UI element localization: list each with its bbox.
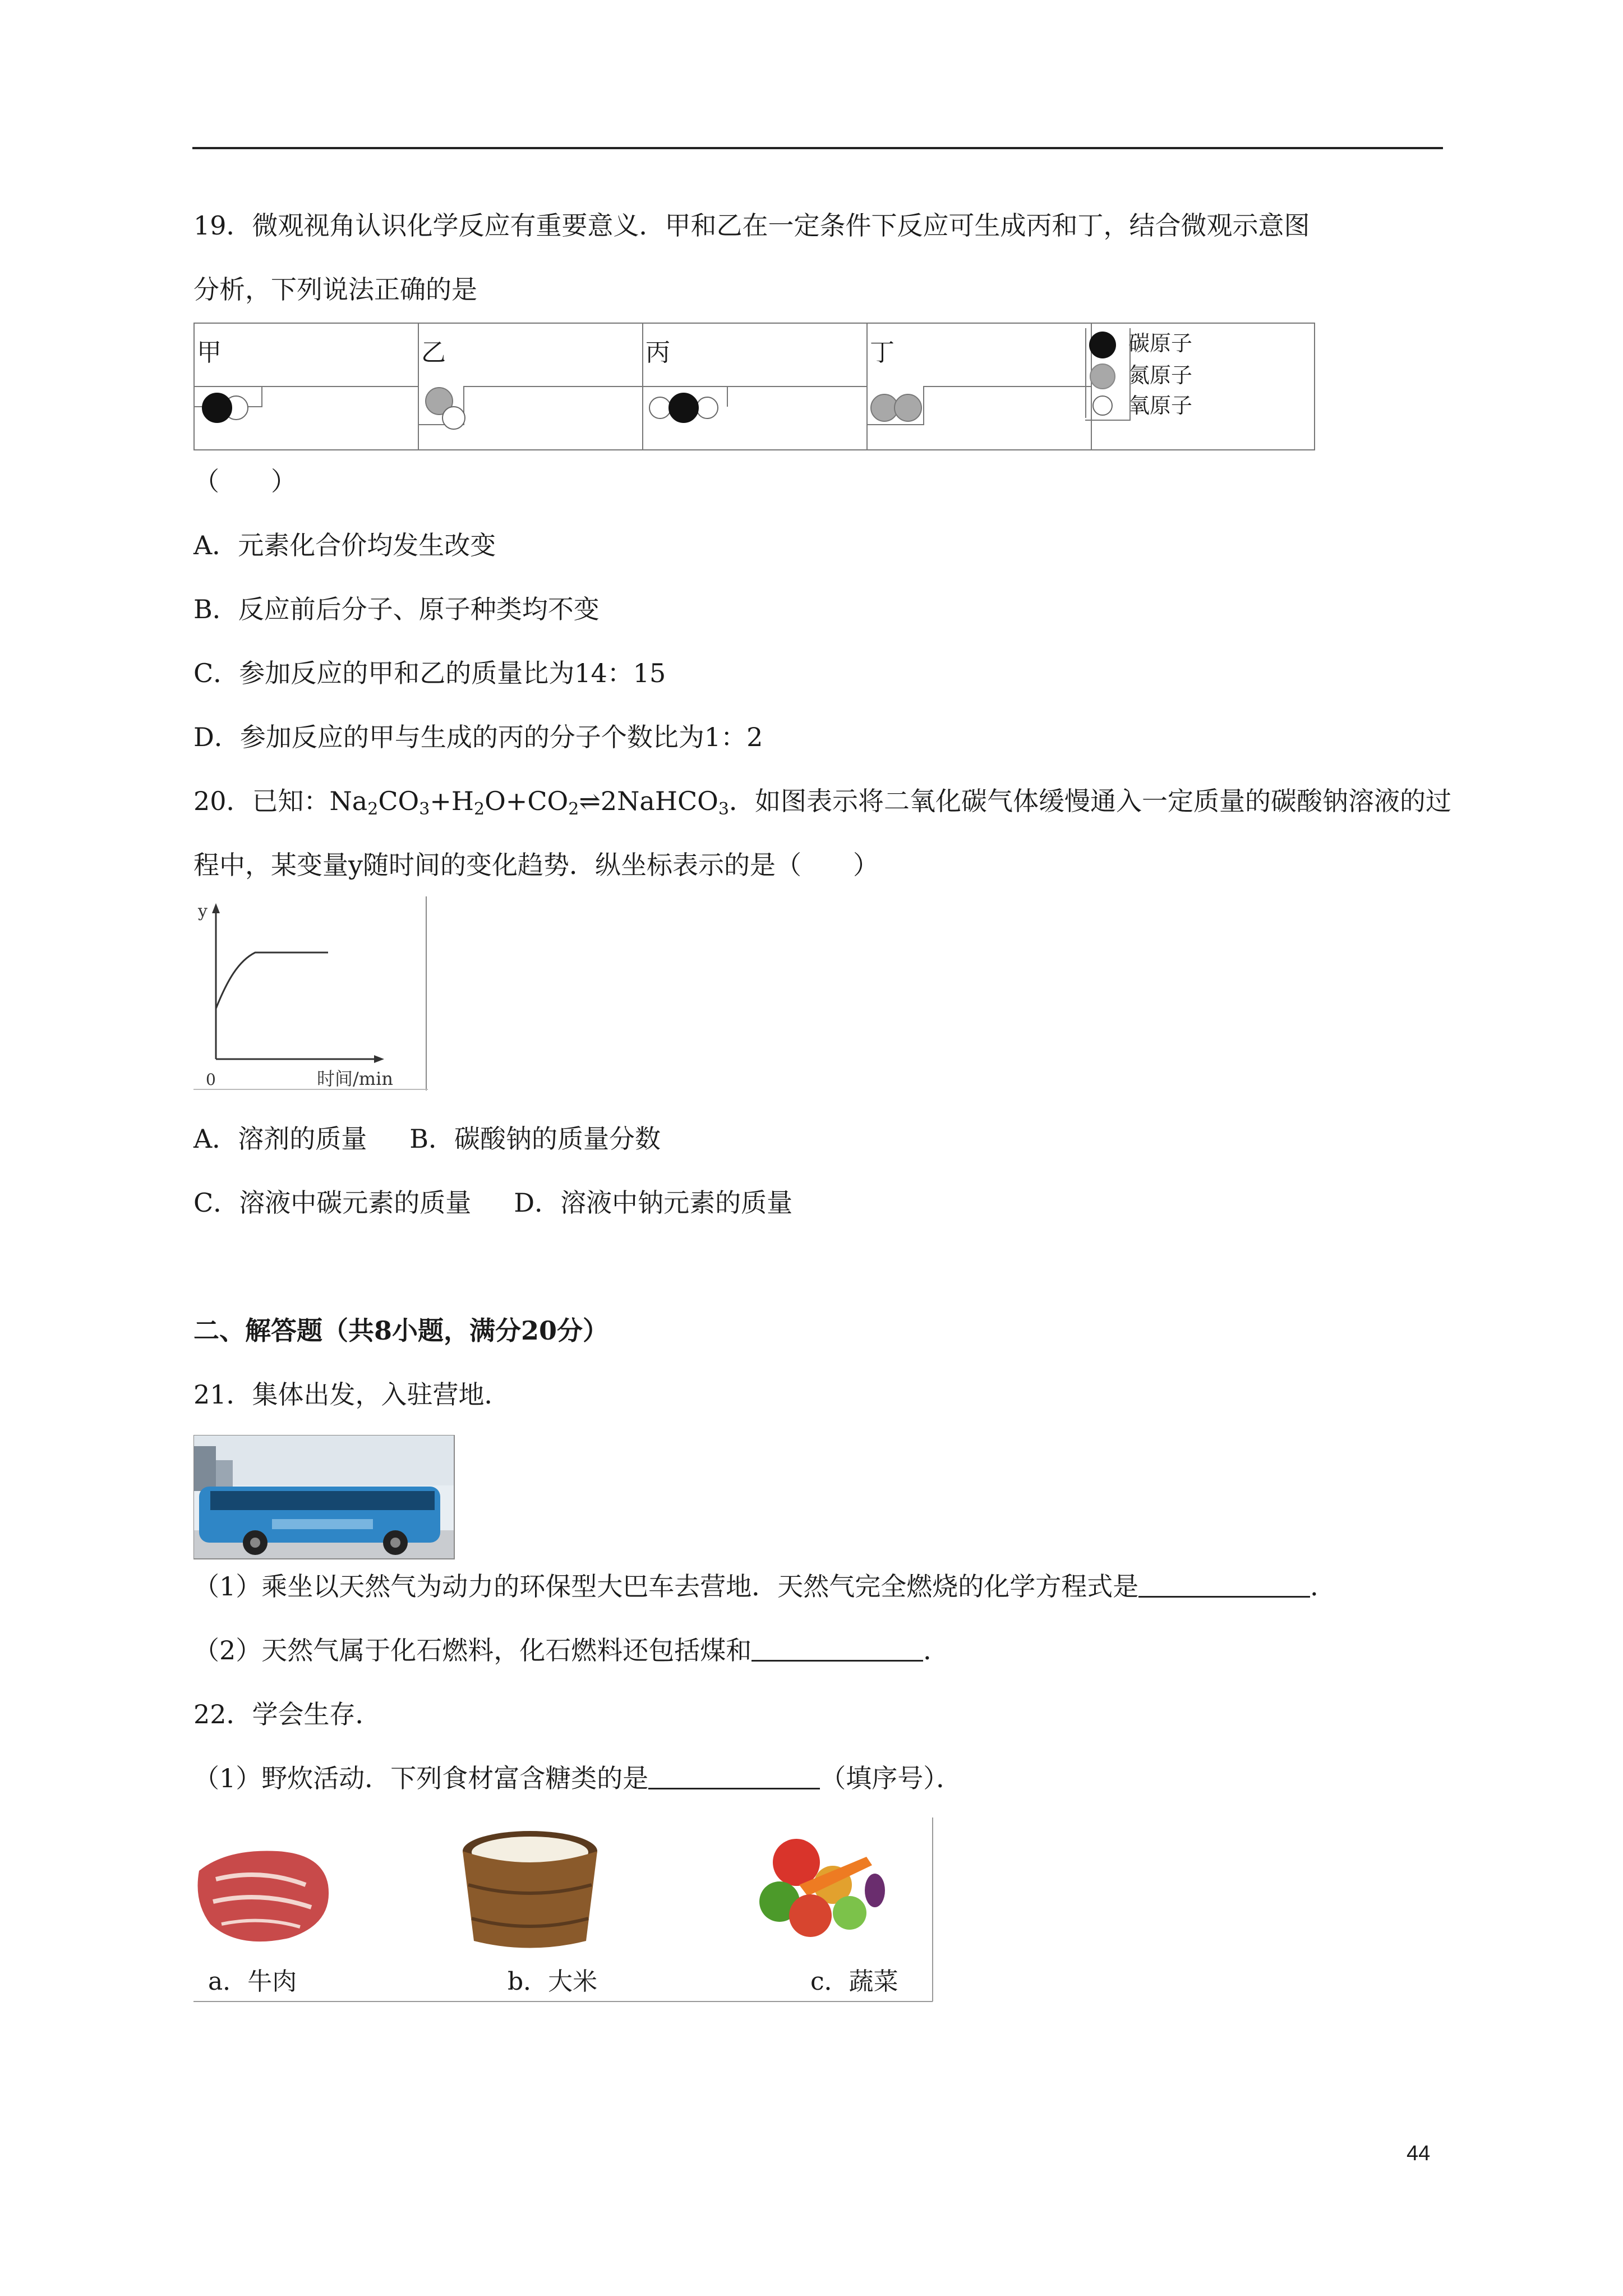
q20-sub: 2 (568, 799, 579, 819)
food-label-vegetables: c．蔬菜 (810, 1967, 898, 1996)
legend-border (1085, 328, 1131, 421)
q19-option-b: B．反应前后分子、原子种类均不变 (193, 594, 600, 624)
q20-stem-line2: 程中，某变量y随时间的变化趋势．纵坐标表示的是（ ） (193, 850, 879, 880)
q20-text: CO (378, 786, 419, 816)
bus-image (193, 1435, 455, 1559)
food-options (193, 1818, 934, 2003)
q19-option-c: C．参加反应的甲和乙的质量比为14：15 (193, 658, 666, 688)
q21-sub2 (193, 1634, 949, 1667)
q19-option-d: D．参加反应的甲与生成的丙的分子个数比为1：2 (193, 722, 763, 752)
q21-sub1 (193, 1570, 1336, 1603)
q21-sub1-text: （1）乘坐以天然气为动力的环保型大巴车去营地．天然气完全燃烧的化学方程式是 (193, 1571, 1139, 1602)
cell-jia (195, 324, 419, 449)
cell-yi (419, 324, 643, 449)
q22-sub1-end: （填序号）． (820, 1763, 962, 1793)
q20-text: ．如图表示将二氧化碳气体缓慢通入一定质量的碳酸钠溶液的过 (728, 786, 1451, 816)
origin-label: 0 (206, 1070, 216, 1089)
q21-sub1-end: ． (1310, 1571, 1336, 1602)
legend-nitrogen: 氮原子 (1128, 363, 1193, 388)
vegetables-icon (759, 1839, 885, 1937)
molecule-jia-icon (195, 324, 419, 449)
section-title: 二、解答题（共8小题，满分20分） (193, 1315, 609, 1346)
food-label-rice: b．大米 (508, 1967, 598, 1996)
q22-sub1-text: （1）野炊活动．下列食材富含糖类的是 (193, 1763, 649, 1793)
q19-stem-line1: 19．微观视角认识化学反应有重要意义．甲和乙在一定条件下反应可生成丙和丁，结合微观示意图 (193, 210, 1310, 241)
q19-bracket: （ ） (193, 466, 297, 496)
q20-option-b: B．碳酸钠的质量分数 (409, 1124, 661, 1154)
q19-stem-line2: 分析，下列说法正确的是 (193, 274, 477, 305)
q20-sub: 3 (718, 799, 729, 819)
q20-text: O+CO (485, 786, 569, 816)
cell-ding (868, 324, 1092, 449)
q20-options-ab (193, 1122, 661, 1156)
q22-blank-1[interactable] (648, 1762, 820, 1789)
q20-chart (193, 896, 428, 1091)
legend-oxygen: 氧原子 (1128, 393, 1193, 418)
q21-sub2-text: （2）天然气属于化石燃料，化石燃料还包括煤和 (193, 1635, 752, 1665)
beef-icon (198, 1851, 329, 1941)
molecule-yi-icon (419, 324, 643, 449)
q20-stem-line1 (193, 784, 1451, 826)
molecule-ding-icon (868, 324, 1092, 449)
q20-option-c: C．溶液中碳元素的质量 (193, 1188, 472, 1218)
label-yi: 乙 (421, 338, 446, 367)
molecule-table (193, 323, 1315, 450)
cell-bing (643, 324, 868, 449)
y-label: y (198, 901, 208, 921)
q21-stem: 21．集体出发，入驻营地． (193, 1379, 510, 1410)
q22-sub1 (193, 1761, 962, 1795)
q20-text: ⇌2NaHCO (579, 786, 718, 816)
label-jia: 甲 (197, 338, 222, 367)
q20-sub: 2 (474, 799, 485, 819)
legend-carbon: 碳原子 (1128, 331, 1193, 356)
q20-options-cd (193, 1186, 792, 1220)
q21-blank-2[interactable] (751, 1634, 923, 1662)
page-number: 44 (1407, 2142, 1431, 2165)
food-label-beef: a．牛肉 (208, 1967, 297, 1996)
q22-stem: 22．学会生存． (193, 1699, 381, 1729)
label-bing: 丙 (645, 338, 670, 367)
q20-sub: 3 (419, 799, 430, 819)
label-ding: 丁 (870, 338, 895, 367)
q20-option-d: D．溶液中钠元素的质量 (514, 1188, 793, 1218)
molecule-bing-icon (643, 324, 868, 449)
q20-option-a: A．溶剂的质量 (193, 1124, 367, 1154)
q21-sub2-end: ． (923, 1635, 949, 1665)
q21-blank-1[interactable] (1138, 1570, 1310, 1598)
q20-text: 20．已知：Na (193, 786, 368, 816)
header-rule (192, 147, 1443, 149)
q20-sub: 2 (367, 799, 379, 819)
rice-bucket-icon (463, 1831, 597, 1948)
q20-text: +H (430, 786, 474, 816)
x-label: 时间/min (317, 1068, 393, 1089)
q19-option-a: A．元素化合价均发生改变 (193, 530, 496, 560)
